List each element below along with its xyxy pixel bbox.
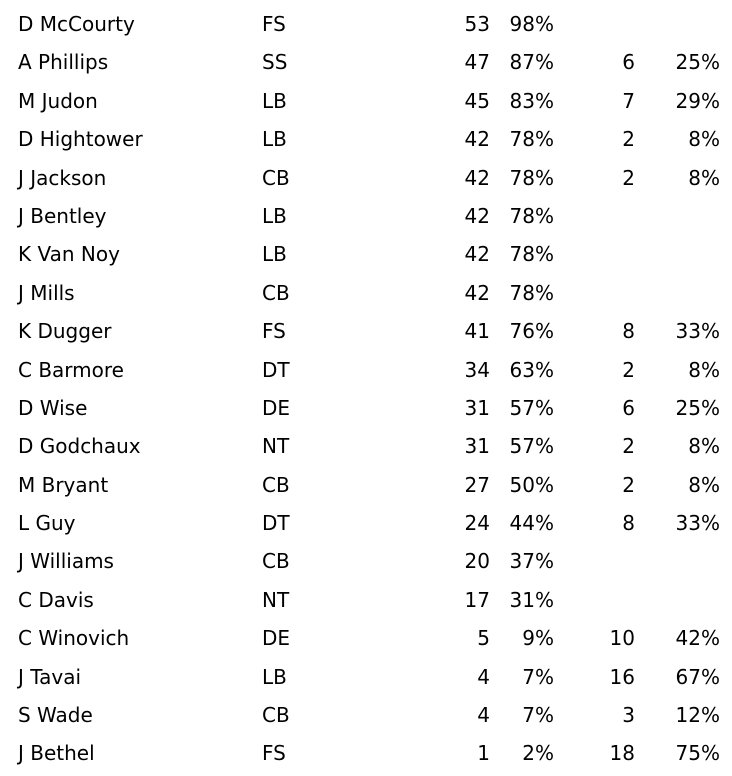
player-position: FS [262, 12, 286, 36]
defensive-snaps: 20 [464, 549, 490, 574]
player-position: LB [262, 242, 287, 267]
defensive-snaps: 53 [464, 12, 490, 36]
defensive-snap-percent: 57% [509, 395, 554, 420]
defensive-snap-percent: 83% [509, 88, 554, 113]
player-position: FS [262, 741, 286, 766]
table-row [0, 658, 732, 696]
defensive-snaps: 34 [464, 357, 490, 382]
special-teams-snaps: 2 [622, 472, 635, 497]
player-name: J Jackson [18, 165, 107, 190]
player-name: D Hightower [18, 127, 143, 152]
table-row [0, 427, 732, 465]
special-teams-snap-percent: 8% [688, 434, 720, 459]
special-teams-snaps: 2 [622, 357, 635, 382]
special-teams-snaps: 2 [622, 165, 635, 190]
defensive-snaps: 42 [464, 127, 490, 152]
special-teams-snaps: 7 [622, 88, 635, 113]
player-position: LB [262, 664, 287, 689]
special-teams-snap-percent: 42% [675, 626, 720, 651]
table-row [0, 312, 732, 350]
special-teams-snaps: 6 [622, 395, 635, 420]
special-teams-snap-percent: 33% [675, 511, 720, 536]
table-row [0, 351, 732, 389]
player-position: SS [262, 50, 288, 75]
defensive-snaps: 42 [464, 280, 490, 305]
table-row [0, 274, 732, 312]
table-row [0, 43, 732, 81]
defensive-snap-percent: 7% [522, 664, 554, 689]
defensive-snap-percent: 37% [509, 549, 554, 574]
table-row [0, 197, 732, 235]
special-teams-snaps: 2 [622, 434, 635, 459]
player-position: DE [262, 626, 291, 651]
defensive-snaps: 47 [464, 50, 490, 75]
player-position: NT [262, 587, 290, 612]
special-teams-snap-percent: 8% [688, 127, 720, 152]
special-teams-snaps: 10 [609, 626, 635, 651]
special-teams-snaps: 18 [609, 741, 635, 766]
special-teams-snap-percent: 25% [675, 395, 720, 420]
player-position: CB [262, 280, 290, 305]
special-teams-snap-percent: 8% [688, 357, 720, 382]
defensive-snap-percent: 78% [509, 203, 554, 228]
table-row [0, 581, 732, 619]
defensive-snap-percent: 50% [509, 472, 554, 497]
player-name: M Bryant [18, 472, 109, 497]
defensive-snaps: 42 [464, 165, 490, 190]
defensive-snaps: 1 [477, 741, 490, 766]
defensive-snap-percent: 9% [522, 626, 554, 651]
special-teams-snaps: 2 [622, 127, 635, 152]
defensive-snap-percent: 78% [509, 127, 554, 152]
player-name: S Wade [18, 703, 93, 728]
defensive-snaps: 4 [477, 664, 490, 689]
defensive-snaps: 45 [464, 88, 490, 113]
player-position: DT [262, 357, 290, 382]
player-position: DT [262, 511, 290, 536]
defensive-snap-percent: 63% [509, 357, 554, 382]
player-name: J Tavai [18, 664, 82, 689]
defensive-snap-percent: 98% [509, 12, 554, 36]
defensive-snap-percent: 31% [509, 587, 554, 612]
special-teams-snaps: 16 [609, 664, 635, 689]
table-row [0, 504, 732, 542]
table-row [0, 82, 732, 120]
player-position: DE [262, 395, 291, 420]
defensive-snap-percent: 57% [509, 434, 554, 459]
player-name: D Godchaux [18, 434, 141, 459]
player-position: CB [262, 703, 290, 728]
player-position: NT [262, 434, 290, 459]
player-position: CB [262, 472, 290, 497]
player-name: D Wise [18, 395, 88, 420]
special-teams-snaps: 3 [622, 703, 635, 728]
defensive-snaps: 24 [464, 511, 490, 536]
player-position: LB [262, 203, 287, 228]
player-name: C Davis [18, 587, 94, 612]
defensive-snap-percent: 7% [522, 703, 554, 728]
defensive-snap-percent: 44% [509, 511, 554, 536]
defensive-snap-percent: 2% [522, 741, 554, 766]
table-row [0, 5, 732, 43]
player-name: L Guy [18, 511, 76, 536]
player-name: D McCourty [18, 12, 135, 36]
table-row [0, 734, 732, 772]
player-name: K Van Noy [18, 242, 120, 267]
player-name: C Barmore [18, 357, 124, 382]
table-row [0, 542, 732, 580]
defensive-snaps: 42 [464, 242, 490, 267]
defensive-snaps: 42 [464, 203, 490, 228]
player-name: J Bethel [18, 741, 95, 766]
special-teams-snap-percent: 67% [675, 664, 720, 689]
defensive-snap-percent: 76% [509, 319, 554, 344]
special-teams-snap-percent: 8% [688, 472, 720, 497]
player-name: A Phillips [18, 50, 109, 75]
defensive-snap-percent: 78% [509, 242, 554, 267]
table-row [0, 389, 732, 427]
special-teams-snaps: 6 [622, 50, 635, 75]
special-teams-snaps: 8 [622, 319, 635, 344]
table-row [0, 235, 732, 273]
table-row [0, 159, 732, 197]
table-row [0, 619, 732, 657]
defensive-snaps: 5 [477, 626, 490, 651]
special-teams-snap-percent: 8% [688, 165, 720, 190]
defensive-snap-percent: 78% [509, 280, 554, 305]
defensive-snaps: 17 [464, 587, 490, 612]
special-teams-snap-percent: 12% [675, 703, 720, 728]
player-position: FS [262, 319, 286, 344]
defensive-snaps: 31 [464, 434, 490, 459]
player-position: CB [262, 549, 290, 574]
defensive-snap-percent: 87% [509, 50, 554, 75]
player-name: K Dugger [18, 319, 112, 344]
player-position: LB [262, 88, 287, 113]
player-name: C Winovich [18, 626, 130, 651]
special-teams-snap-percent: 33% [675, 319, 720, 344]
special-teams-snaps: 8 [622, 511, 635, 536]
player-position: LB [262, 127, 287, 152]
snap-count-table [0, 5, 732, 773]
player-name: J Williams [18, 549, 114, 574]
special-teams-snap-percent: 29% [675, 88, 720, 113]
player-name: J Mills [18, 280, 75, 305]
table-row [0, 696, 732, 734]
player-name: M Judon [18, 88, 98, 113]
table-row [0, 120, 732, 158]
defensive-snap-percent: 78% [509, 165, 554, 190]
table-row [0, 466, 732, 504]
defensive-snaps: 27 [464, 472, 490, 497]
defensive-snaps: 4 [477, 703, 490, 728]
defensive-snaps: 41 [464, 319, 490, 344]
special-teams-snap-percent: 75% [675, 741, 720, 766]
special-teams-snap-percent: 25% [675, 50, 720, 75]
defensive-snaps: 31 [464, 395, 490, 420]
player-position: CB [262, 165, 290, 190]
player-name: J Bentley [18, 203, 107, 228]
